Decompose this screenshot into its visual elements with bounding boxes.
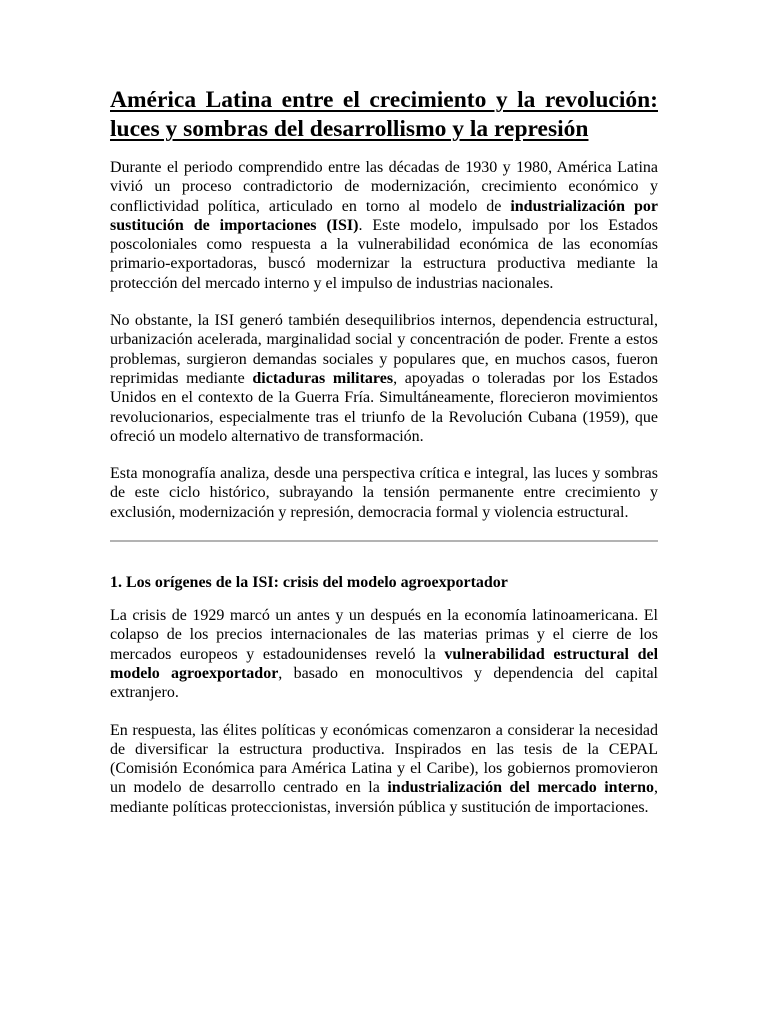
intro-1-text-a: Durante el periodo comprendido entre las décadas de 1930 y 1980, América Latina vivió un proceso contradictorio de modernización, crecimiento económico y conflictividad política, articulado en torno al modelo de	[110, 159, 658, 215]
s1-p2-text-a: En respuesta, las élites políticas y económicas comenzaron a considerar la necesidad de diversificar la estructura productiva. Inspirados en las tesis de la CEPAL (Comisión Económica para América Latina y el Caribe), los gobiernos promovieron un modelo de desarrollo centrado en la	[110, 721, 658, 797]
section-divider	[110, 540, 658, 542]
s1-p1-text-b: , basado en monocultivos y dependencia del capital extranjero.	[110, 664, 659, 702]
document-title: América Latina entre el crecimiento y la revolución: luces y sombras del desarrollismo y la represión	[110, 87, 658, 142]
intro-paragraph-3	[110, 464, 658, 522]
intro-paragraph-1	[110, 158, 658, 293]
intro-paragraph-2	[110, 311, 658, 446]
section-1-paragraph-1	[110, 606, 658, 702]
intro-2-text-b: , apoyadas o toleradas por los Estados Unidos en el contexto de la Guerra Fría. Simultáneamente, florecieron movimientos revolucionarios, especialmente tras el triunfo de la Revolución Cubana (1959), que ofreció un modelo alternativo de transformación.	[110, 369, 659, 445]
s1-p2-emphasis-industrializacion: industrialización del mercado interno	[387, 779, 655, 797]
intro-3-text: Esta monografía analiza, desde una perspectiva crítica e integral, las luces y sombras de este ciclo histórico, subrayando la tensión permanente entre crecimiento y exclusión, modernización y represión, democracia formal y violencia estructural.	[110, 465, 658, 521]
s1-p2-text-b: , mediante políticas proteccionistas, inversión pública y sustitución de importaciones.	[110, 779, 659, 816]
s1-p1-text-a: La crisis de 1929 marcó un antes y un después en la economía latinoamericana. El colapso de los precios internacionales de las materias primas y el cierre de los mercados europeos y estadounidenses reveló la	[110, 607, 658, 663]
intro-2-emphasis-dictaduras: dictaduras militares	[252, 369, 394, 387]
intro-1-emphasis-isi: industrialización por sustitución de importaciones (ISI)	[110, 197, 659, 234]
intro-1-text-b: . Este modelo, impulsado por los Estados poscoloniales como respuesta a la vulnerabilidad económica de las economías primario-exportadoras, buscó modernizar la estructura productiva mediante la protección del mercado interno y el impulso de industrias nacionales.	[110, 216, 658, 292]
section-1-paragraph-2	[110, 721, 658, 817]
s1-p1-emphasis-vulnerabilidad: vulnerabilidad estructural del modelo agroexportador	[110, 645, 659, 682]
document-page	[110, 86, 658, 835]
intro-2-text-a: No obstante, la ISI generó también desequilibrios internos, dependencia estructural, urbanización acelerada, marginalidad social y concentración de poder. Frente a estos problemas, surgieron demandas sociales y populares que, en muchos casos, fueron reprimidas mediante	[110, 312, 658, 387]
section-1-heading: 1. Los orígenes de la ISI: crisis del modelo agroexportador	[110, 574, 508, 592]
